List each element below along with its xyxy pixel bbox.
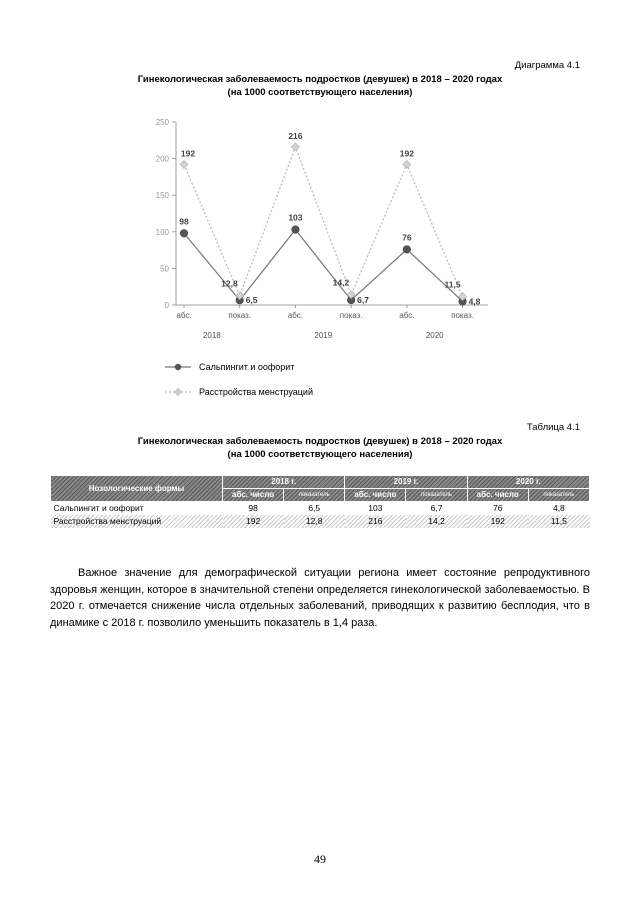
legend-label-menstrual: Расстройства менструаций — [199, 387, 313, 397]
header-year-2019: 2019 г. — [345, 476, 467, 489]
x-tick-label: показ. — [339, 311, 363, 320]
legend-marker-dashed — [165, 387, 191, 397]
morbidity-table — [50, 475, 590, 528]
legend-item-salpingitis — [165, 362, 294, 372]
line-chart — [140, 112, 500, 352]
legend-label-salpingitis: Сальпингит и оофорит — [199, 362, 295, 372]
header-abs: абс. число — [345, 489, 406, 502]
header-year-2018: 2018 г. — [223, 476, 345, 489]
table-cell: 12,8 — [284, 515, 345, 528]
y-tick-label: 0 — [164, 301, 169, 310]
table-cell: 4,8 — [552, 503, 565, 513]
row-name: Расстройства менструаций — [51, 515, 223, 528]
data-label: 11,5 — [444, 279, 461, 290]
table-title-line2: (на 1000 соответствующего населения) — [227, 449, 413, 460]
table-cell: 192 — [223, 515, 284, 528]
table-row — [51, 515, 590, 528]
data-label: 192 — [180, 148, 196, 159]
series-line-1 — [184, 147, 463, 297]
data-point — [403, 246, 411, 254]
diagram-title-line1: Гинекологическая заболеваемость подростков (девушек) в 2018 – 2020 годах — [137, 74, 503, 85]
header-abs: абс. число — [467, 489, 528, 502]
y-tick-label: 50 — [160, 264, 169, 274]
x-tick-label: абс. — [287, 311, 304, 320]
legend-item-menstrual — [165, 387, 313, 397]
data-label: 6,7 — [357, 295, 369, 306]
data-point — [180, 160, 188, 168]
y-tick-label: 250 — [155, 118, 169, 127]
x-tick-label: абс. — [176, 311, 192, 320]
header-forms: Нозологические формы — [51, 476, 223, 502]
data-label: 98 — [179, 216, 189, 227]
table-title — [50, 435, 590, 461]
diagram-title-line2: (на 1000 соответствующего населения) — [227, 87, 413, 98]
x-tick-label: абс. — [399, 311, 415, 320]
header-ind: показатель — [406, 489, 467, 502]
table-title-line1: Гинекологическая заболеваемость подростков (девушек) в 2018 – 2020 годах — [137, 436, 503, 447]
series-line-0 — [184, 230, 463, 302]
table-cell: 6,7 — [430, 503, 443, 513]
data-label: 12,8 — [221, 278, 238, 289]
x-tick-label: показ. — [228, 311, 252, 320]
data-label: 14,2 — [332, 277, 350, 288]
diagram-label: Диаграмма 4.1 — [514, 60, 580, 71]
y-tick-label: 150 — [155, 191, 169, 201]
data-point — [291, 143, 299, 151]
table-row — [51, 502, 590, 516]
data-point — [292, 226, 300, 234]
data-label: 216 — [288, 130, 303, 141]
diagram-title — [50, 73, 590, 99]
data-label: 4,8 — [468, 296, 481, 307]
row-name: Сальпингит и оофорит — [53, 503, 144, 513]
data-point — [180, 229, 188, 237]
data-label: 192 — [399, 148, 414, 159]
table-cell: 103 — [368, 503, 383, 513]
table-cell: 98 — [248, 503, 258, 513]
table-cell: 192 — [467, 515, 528, 528]
legend-marker-solid — [165, 362, 191, 372]
header-ind: показатель — [284, 489, 345, 502]
table-cell: 11,5 — [528, 515, 589, 528]
table-cell: 6,5 — [308, 503, 321, 513]
x-tick-label: показ. — [451, 311, 474, 320]
table-cell: 216 — [345, 515, 406, 528]
x-group-label: 2019 — [314, 331, 333, 340]
y-tick-label: 100 — [155, 227, 169, 237]
data-label: 76 — [402, 232, 412, 243]
header-ind: показатель — [528, 489, 589, 502]
x-group-label: 2020 — [425, 331, 444, 340]
data-label: 6,5 — [245, 295, 258, 306]
header-abs: абс. число — [223, 489, 284, 502]
table-label: Таблица 4.1 — [526, 422, 580, 433]
x-group-label: 2018 — [202, 331, 221, 340]
y-tick-label: 200 — [155, 154, 169, 164]
body-paragraph: Важное значение для демографической ситуации региона имеет состояние репродуктивного здоровья женщин, которое в значительной степени определяется гинекологической заболеваемостью. В 2020 г. отмечается снижение числа отдельных заболеваний, приводящих к развитию бесплодия, что в динамике с 2018 г. позволило уменьшить показатель в 1,4 раза. — [50, 567, 590, 629]
data-point — [403, 160, 411, 168]
header-year-2020: 2020 г. — [467, 476, 589, 489]
page-number: 49 — [314, 852, 326, 866]
data-label: 103 — [288, 212, 303, 223]
table-cell: 76 — [492, 503, 503, 513]
table-cell: 14,2 — [406, 515, 467, 528]
